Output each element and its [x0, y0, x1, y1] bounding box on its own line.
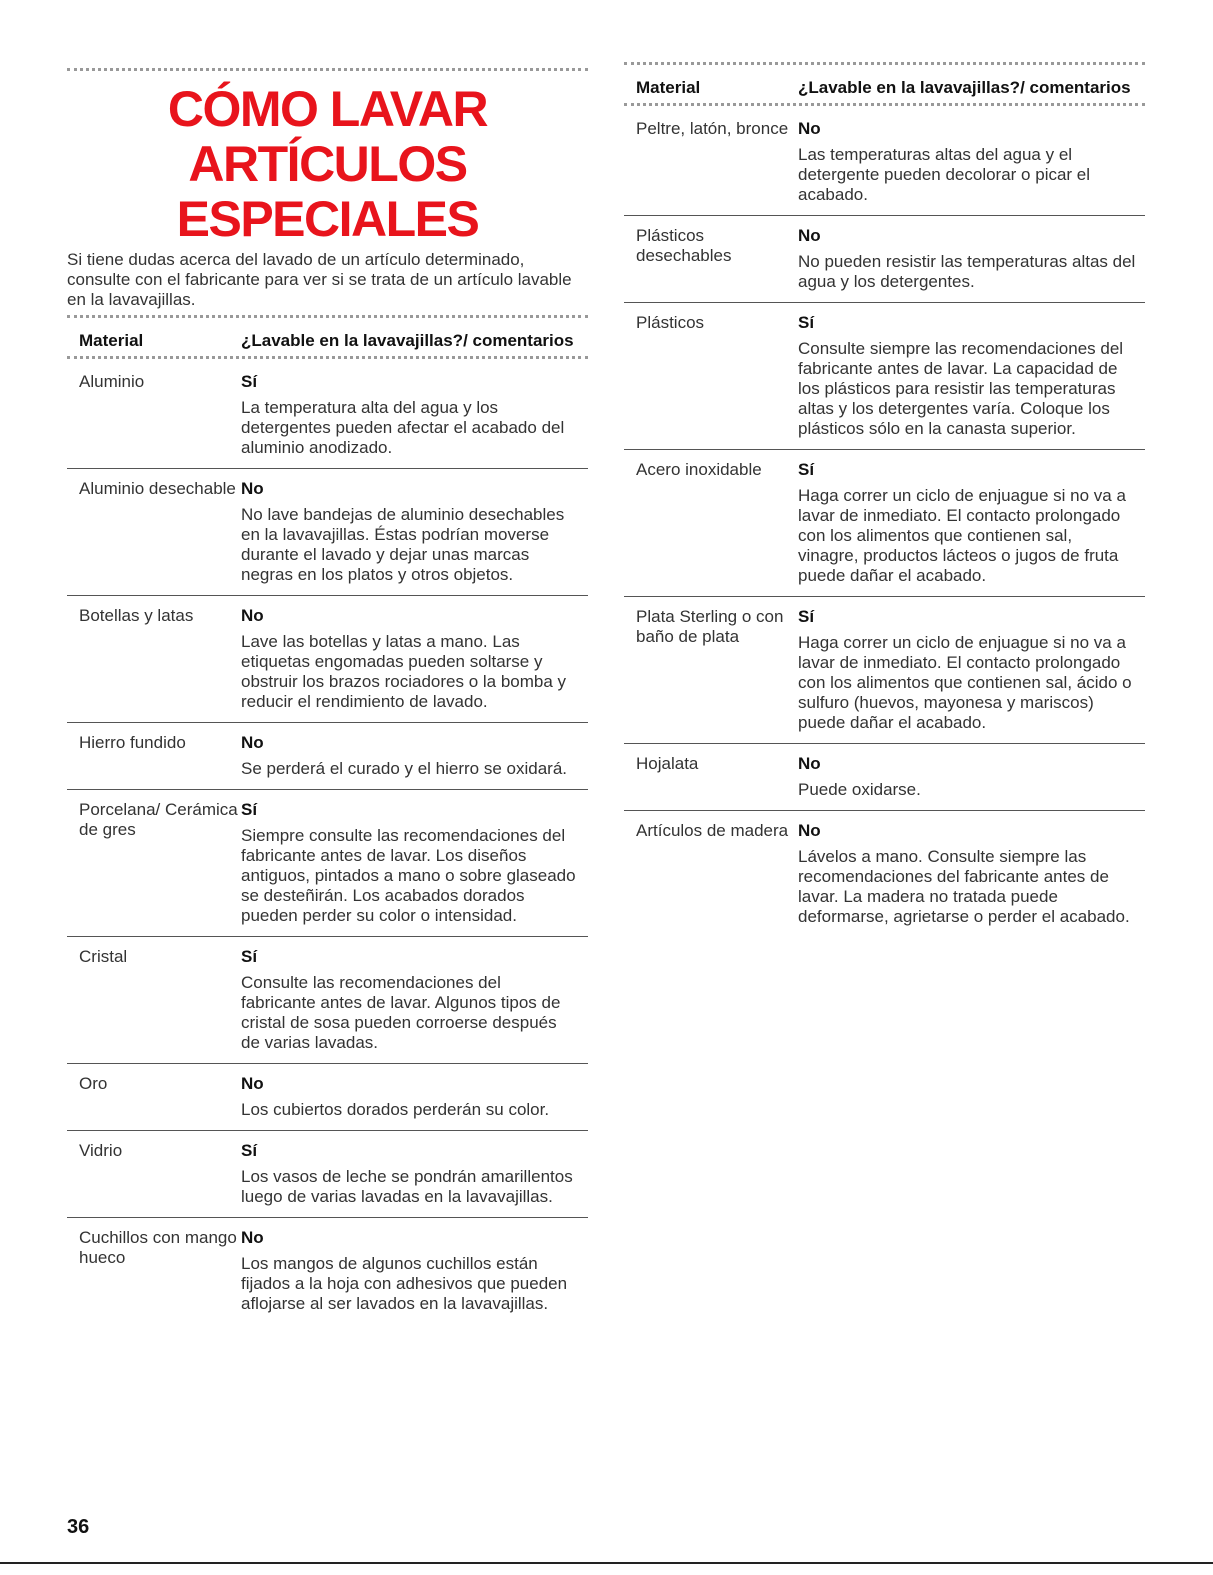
table-row [67, 1226, 588, 1324]
comment-text: Siempre consulte las recomendaciones del fabricante antes de lavar. Los diseños antiguos, pintados a mano o sobre glaseado se desteñirán. Los acabados dorados pueden perder su color o intensidad. [241, 826, 576, 925]
comments-cell [241, 947, 588, 1053]
comments-cell [241, 800, 588, 926]
table-row [624, 224, 1145, 303]
dishwasher-safe-verdict: No [241, 1228, 264, 1247]
comments-cell [798, 119, 1145, 205]
table-row [624, 311, 1145, 450]
dishwasher-safe-verdict: No [798, 226, 821, 245]
dishwasher-safe-verdict: No [798, 821, 821, 840]
comments-cell [798, 313, 1145, 439]
bottom-rule [0, 1562, 1213, 1564]
comments-cell [798, 460, 1145, 586]
materials-table-left [67, 315, 588, 1332]
material-cell: Botellas y latas [79, 606, 194, 625]
material-cell: Oro [79, 1074, 108, 1093]
dishwasher-safe-verdict: No [241, 733, 264, 752]
comments-cell [798, 754, 1145, 800]
title-line: ARTÍCULOS [188, 136, 467, 192]
dishwasher-safe-verdict: Sí [241, 1141, 258, 1160]
table-header [67, 321, 588, 356]
dishwasher-safe-verdict: Sí [798, 607, 815, 626]
table-row [67, 1072, 588, 1131]
table-header-rule [624, 103, 1145, 109]
table-body [67, 370, 588, 1324]
dishwasher-safe-verdict: No [241, 479, 264, 498]
table-row [67, 370, 588, 469]
materials-table-right [624, 62, 1145, 945]
dishwasher-safe-verdict: No [798, 119, 821, 138]
comment-text: Consulte las recomendaciones del fabricante antes de lavar. Algunos tipos de cristal de sosa pueden corroerse después de varias lavadas. [241, 973, 561, 1052]
material-cell: Hojalata [636, 754, 699, 773]
table-row [624, 117, 1145, 216]
comment-text: Consulte siempre las recomendaciones del fabricante antes de lavar. La capacidad de los plásticos para resistir las temperaturas altas y los detergentes varía. Coloque los plásticos sólo en la canasta superior. [798, 339, 1124, 438]
table-row [67, 731, 588, 790]
dishwasher-safe-verdict: Sí [241, 372, 258, 391]
header-material: Material [79, 331, 144, 350]
table-header-rule [67, 356, 588, 362]
comments-cell [241, 1141, 588, 1207]
material-cell: Plásticos desechables [636, 226, 732, 265]
comment-text: Se perderá el curado y el hierro se oxidará. [241, 759, 568, 778]
dishwasher-safe-verdict: Sí [798, 313, 815, 332]
dishwasher-safe-verdict: Sí [241, 947, 258, 966]
material-cell: Plásticos [636, 313, 705, 332]
comment-text: Haga correr un ciclo de enjuague si no va a lavar de inmediato. El contacto prolongado con los alimentos que contienen sal, vinagre, productos lácteos o jugos de fruta puede dañar el acabado. [798, 486, 1126, 585]
comments-cell [241, 1228, 588, 1314]
material-cell: Acero inoxidable [636, 460, 762, 479]
comment-text: Las temperaturas altas del agua y el detergente pueden decolorar o picar el acabado. [798, 145, 1091, 204]
material-cell: Artículos de madera [636, 821, 789, 840]
comment-text: No lave bandejas de aluminio desechables en la lavavajillas. Éstas podrían moverse durante el lavado y dejar unas marcas negras en los platos y otros objetos. [241, 505, 565, 584]
comment-text: No pueden resistir las temperaturas altas del agua y los detergentes. [798, 252, 1136, 291]
material-cell: Aluminio desechable [79, 479, 236, 498]
comments-cell [241, 479, 588, 585]
material-cell: Porcelana/ Cerámica de gres [79, 800, 238, 839]
material-cell: Plata Sterling o con baño de plata [636, 607, 784, 646]
comments-cell [241, 733, 588, 779]
material-cell: Cuchillos con mango hueco [79, 1228, 237, 1267]
page-title [67, 82, 588, 247]
comments-cell [241, 606, 588, 712]
table-row [67, 604, 588, 723]
dishwasher-safe-verdict: Sí [241, 800, 258, 819]
comments-cell [798, 226, 1145, 292]
material-cell: Peltre, latón, bronce [636, 119, 789, 138]
comments-cell [798, 607, 1145, 733]
dishwasher-safe-verdict: Sí [798, 460, 815, 479]
comment-text: Puede oxidarse. [798, 780, 921, 799]
material-cell: Aluminio [79, 372, 145, 391]
table-header [624, 68, 1145, 103]
comment-text: Lávelos a mano. Consulte siempre las recomendaciones del fabricante antes de lavar. La madera no tratada puede deformarse, agrietarse o perder el acabado. [798, 847, 1130, 926]
material-cell: Cristal [79, 947, 128, 966]
table-row [67, 477, 588, 596]
header-comments: ¿Lavable en la lavavajillas?/ comentarios [798, 78, 1131, 97]
table-row [67, 945, 588, 1064]
dishwasher-safe-verdict: No [241, 606, 264, 625]
comment-text: Los mangos de algunos cuchillos están fijados a la hoja con adhesivos que pueden aflojarse al ser lavados en la lavavajillas. [241, 1254, 568, 1313]
intro-paragraph: Si tiene dudas acerca del lavado de un artículo determinado, consulte con el fabricante para ver si se trata de un artículo lavable en la lavavajillas. [67, 250, 572, 309]
material-cell: Vidrio [79, 1141, 123, 1160]
page-number: 36 [67, 1516, 90, 1538]
table-row [67, 798, 588, 937]
table-row [624, 458, 1145, 597]
material-cell: Hierro fundido [79, 733, 186, 752]
comments-cell [798, 821, 1145, 927]
table-body [624, 117, 1145, 937]
dishwasher-safe-verdict: No [798, 754, 821, 773]
comment-text: Lave las botellas y latas a mano. Las etiquetas engomadas pueden soltarse y obstruir los brazos rociadores o la bomba y reducir el rendimiento de lavado. [241, 632, 567, 711]
comment-text: La temperatura alta del agua y los detergentes pueden afectar el acabado del aluminio anodizado. [241, 398, 565, 457]
comment-text: Los vasos de leche se pondrán amarillentos luego de varias lavadas en la lavavajillas. [241, 1167, 573, 1206]
comments-cell [241, 372, 588, 458]
header-comments: ¿Lavable en la lavavajillas?/ comentarios [241, 331, 574, 350]
title-line: CÓMO LAVAR [167, 81, 488, 137]
table-row [624, 752, 1145, 811]
dishwasher-safe-verdict: No [241, 1074, 264, 1093]
table-row [624, 819, 1145, 937]
title-line: ESPECIALES [176, 191, 479, 247]
comments-cell [241, 1074, 588, 1120]
table-row [67, 1139, 588, 1218]
top-dotted-rule [67, 68, 588, 74]
comment-text: Haga correr un ciclo de enjuague si no va a lavar de inmediato. El contacto prolongado con los alimentos que contienen sal, ácido o sulfuro (huevos, mayonesa y mariscos) puede dañar el acabado. [798, 633, 1132, 732]
comment-text: Los cubiertos dorados perderán su color. [241, 1100, 550, 1119]
table-row [624, 605, 1145, 744]
header-material: Material [636, 78, 701, 97]
